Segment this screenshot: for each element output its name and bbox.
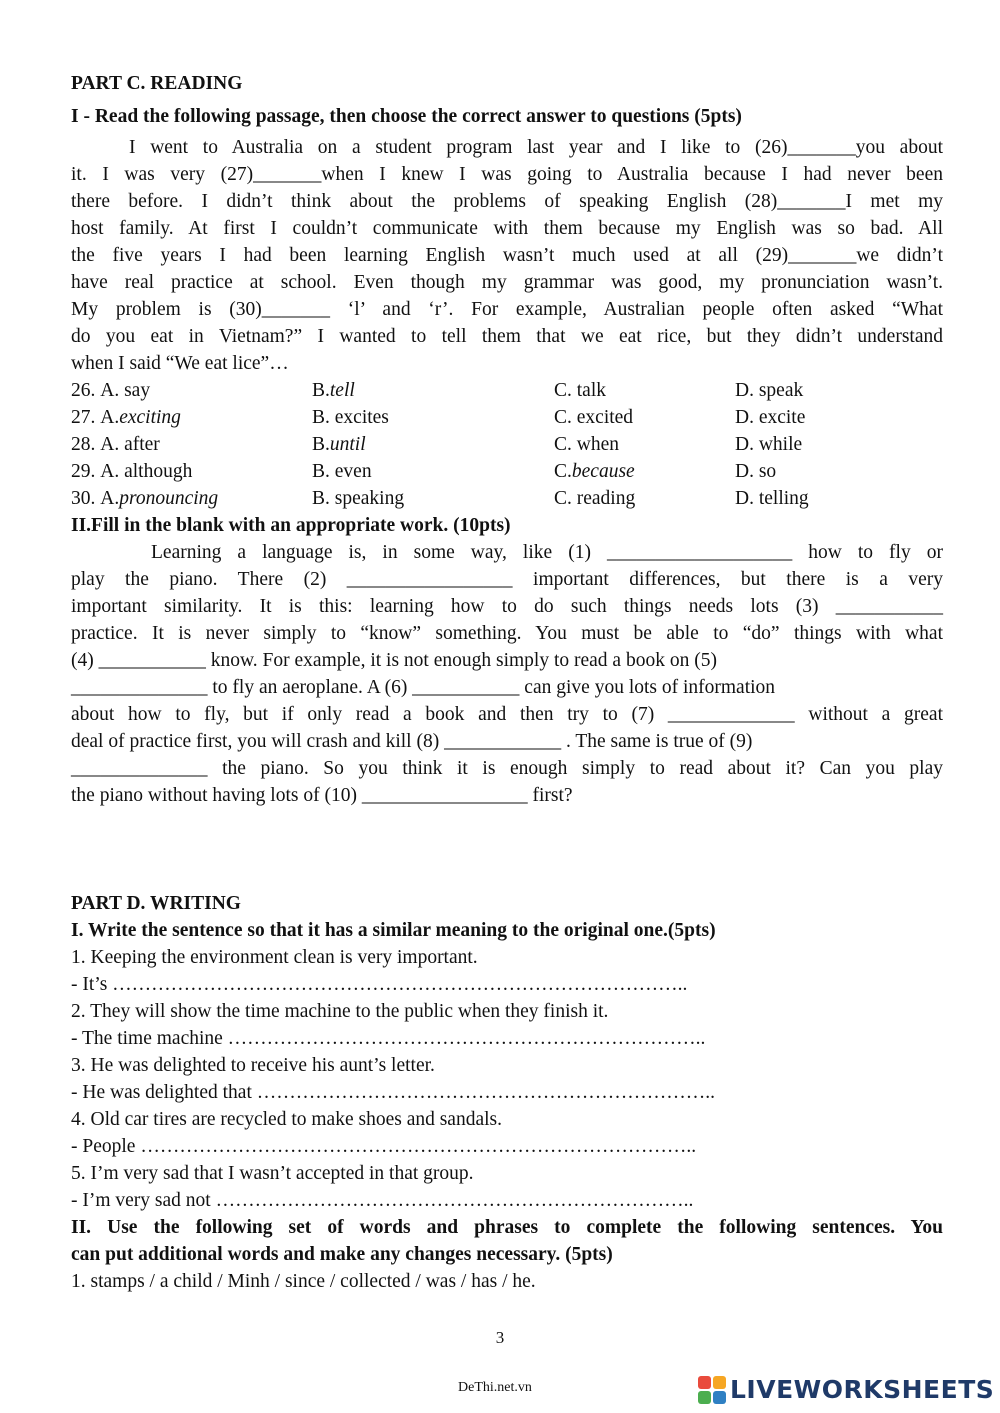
passage-line: the five years I had been learning English wasn’t much used at all (29)_______we didn’t (71, 245, 943, 266)
answer-line[interactable]: - The time machine ……………………………………………………………….. (71, 1028, 706, 1049)
heading-line: can put additional words and make any changes necessary. (5pts) (71, 1244, 613, 1265)
passage-line: Learning a language is, in some way, like (1) ___________________ how to fly or (151, 542, 943, 563)
option-d[interactable]: D. telling (735, 488, 809, 509)
logo-square (698, 1391, 711, 1404)
option-c[interactable]: C. reading (554, 488, 636, 509)
passage-line: the piano without having lots of (10) _________________ first? (71, 785, 573, 806)
answer-line[interactable]: - People ………………………………………………………………………….. (71, 1136, 697, 1157)
fill-blank-passage (71, 539, 943, 809)
option-c[interactable]: C. when (554, 434, 619, 455)
liveworksheets-logo[interactable] (698, 1375, 994, 1404)
question-number: 27. (71, 407, 96, 428)
passage-line: there before. I didn’t think about the problems of speaking English (28)_______I met my (71, 191, 943, 212)
option-b[interactable]: B. excites (312, 407, 389, 428)
question-row-27 (71, 404, 943, 431)
source-label: DeThi.net.vn (458, 1380, 532, 1395)
passage-line: My problem is (30)_______ ‘l’ and ‘r’. For example, Australian people often asked “What (71, 299, 943, 320)
writing-section-1-heading: I. Write the sentence so that it has a similar meaning to the original one.(5pts) (71, 920, 716, 941)
passage-line: deal of practice first, you will crash and kill (8) ____________ . The same is true of (9) (71, 731, 753, 752)
passage-line: have real practice at school. Even though my grammar was good, my pronunciation wasn’t. (71, 272, 943, 293)
question-row-29 (71, 458, 943, 485)
option-a[interactable]: A.pronouncing (100, 488, 219, 509)
passage-line: important similarity. It is this: learning how to do such things needs lots (3) ___________ (71, 596, 943, 617)
option-c[interactable]: C.because (554, 461, 635, 482)
option-c[interactable]: C. excited (554, 407, 634, 428)
option-d[interactable]: D. while (735, 434, 803, 455)
option-a[interactable]: A. after (100, 434, 160, 455)
original-sentence: 3. He was delighted to receive his aunt’s letter. (71, 1055, 435, 1076)
question-number: 28. (71, 434, 96, 455)
logo-square (713, 1391, 726, 1404)
rewrite-sentences (71, 944, 943, 1214)
question-row-28 (71, 431, 943, 458)
heading-line: II. Use the following set of words and phrases to complete the following sentences. You (71, 1217, 943, 1238)
option-c[interactable]: C. talk (554, 380, 606, 401)
reading-passage-1 (71, 134, 943, 377)
reading-section-1-heading: I - Read the following passage, then choose the correct answer to questions (5pts) (71, 106, 742, 127)
passage-line: host family. At first I couldn’t communicate with them because my English was so bad. All (71, 218, 943, 239)
option-a[interactable]: A. although (100, 461, 193, 482)
original-sentence: 1. Keeping the environment clean is very important. (71, 947, 478, 968)
reading-section-2-heading: II.Fill in the blank with an appropriate work. (10pts) (71, 515, 511, 536)
passage-line: (4) ___________ know. For example, it is not enough simply to read a book on (5) (71, 650, 717, 671)
question-number: 29. (71, 461, 96, 482)
passage-line: ______________ the piano. So you think it is enough simply to read about it? Can you play (71, 758, 943, 779)
original-sentence: 2. They will show the time machine to the public when they finish it. (71, 1001, 609, 1022)
passage-line: it. I was very (27)_______when I knew I was going to Australia because I had never been (71, 164, 943, 185)
passage-line: do you eat in Vietnam?” I wanted to tell them that we eat rice, but they didn’t understand (71, 326, 943, 347)
option-d[interactable]: D. excite (735, 407, 806, 428)
answer-line[interactable]: - I’m very sad not ……………………………………………………………….. (71, 1190, 694, 1211)
option-d[interactable]: D. so (735, 461, 777, 482)
passage-line: when I said “We eat lice”… (71, 353, 289, 374)
question-row-30 (71, 485, 943, 512)
option-b[interactable]: B.until (312, 434, 366, 455)
option-b[interactable]: B. speaking (312, 488, 405, 509)
logo-text: LIVEWORKSHEETS (730, 1375, 995, 1404)
passage-line: play the piano. There (2) _________________ important differences, but there is a very (71, 569, 943, 590)
writing-section-2-heading (71, 1214, 943, 1268)
option-d[interactable]: D. speak (735, 380, 804, 401)
passage-line: ______________ to fly an aeroplane. A (6) ___________ can give you lots of information (71, 677, 776, 698)
original-sentence: 4. Old car tires are recycled to make shoes and sandals. (71, 1109, 502, 1130)
option-a[interactable]: A.exciting (100, 407, 181, 428)
answer-line[interactable]: - He was delighted that …………………………………………………………….. (71, 1082, 715, 1103)
option-b[interactable]: B. even (312, 461, 372, 482)
option-b[interactable]: B.tell (312, 380, 355, 401)
question-row-26 (71, 377, 943, 404)
logo-square (698, 1376, 711, 1389)
answer-line[interactable]: - It’s …………………………………………………………………………….. (71, 974, 688, 995)
word-set-sentence: 1. stamps / a child / Minh / since / collected / was / has / he. (71, 1271, 536, 1292)
original-sentence: 5. I’m very sad that I wasn’t accepted in that group. (71, 1163, 474, 1184)
passage-line: about how to fly, but if only read a book and then try to (7) _____________ without a great (71, 704, 943, 725)
part-c-title: PART C. READING (71, 73, 243, 94)
worksheet-page (71, 70, 943, 1295)
multiple-choice-options (71, 377, 943, 512)
question-number: 30. (71, 488, 96, 509)
liveworksheets-logo-icon (698, 1376, 726, 1404)
page-number: 3 (495, 1328, 505, 1347)
option-a[interactable]: A. say (100, 380, 151, 401)
logo-square (713, 1376, 726, 1389)
question-number: 26. (71, 380, 96, 401)
passage-line: I went to Australia on a student program last year and I like to (26)_______you about (129, 137, 943, 158)
part-d-title: PART D. WRITING (71, 893, 241, 914)
passage-line: practice. It is never simply to “know” something. You must be able to “do” things with what (71, 623, 943, 644)
